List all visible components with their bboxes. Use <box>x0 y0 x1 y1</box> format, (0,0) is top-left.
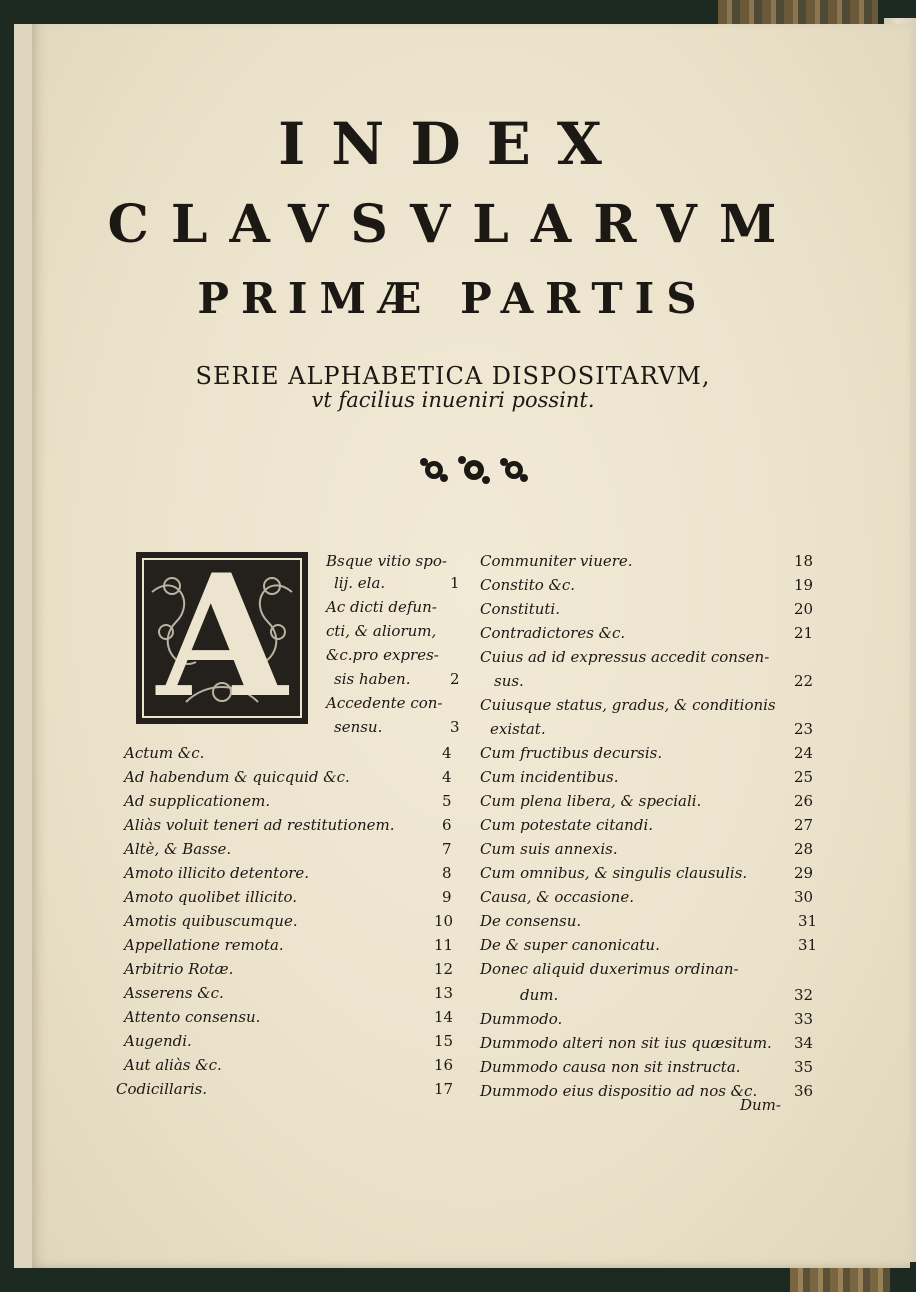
index-entry-page-number: 8 <box>442 864 452 882</box>
index-entry-text: De & super canonicatu. <box>480 936 660 954</box>
index-entry-page-number: 15 <box>434 1032 454 1050</box>
index-entry-page-number: 4 <box>442 768 452 786</box>
index-entry-page-number: 30 <box>794 888 814 906</box>
index-entry-text: sus. <box>494 672 524 690</box>
index-entry-text: Cuiusque status, gradus, & conditionis <box>480 696 776 714</box>
index-entry-page-number: 31 <box>798 936 818 954</box>
index-entry-text: Bsque vitio spo- <box>326 552 447 570</box>
index-entry-page-number: 6 <box>442 816 452 834</box>
index-entry-page-number: 1 <box>450 574 460 592</box>
index-entry-text: Causa, & occasione. <box>480 888 634 906</box>
index-entry-text: sis haben. <box>334 670 411 688</box>
index-entry-text: Contradictores &c. <box>480 624 626 642</box>
index-entry-page-number: 2 <box>450 670 460 688</box>
index-entry-page-number: 26 <box>794 792 814 810</box>
index-entry-text: Aut aliàs &c. <box>124 1056 222 1074</box>
index-entry-text: Amotis quibuscumque. <box>124 912 298 930</box>
drop-cap-woodcut <box>136 537 308 735</box>
index-entry-text: existat. <box>490 720 546 738</box>
index-entry-page-number: 10 <box>434 912 454 930</box>
index-entry-text: Attento consensu. <box>124 1008 261 1026</box>
index-entry-page-number: 33 <box>794 1010 814 1028</box>
index-entry-text: Asserens &c. <box>124 984 224 1002</box>
binding-bottom <box>790 1266 890 1292</box>
index-entry-page-number: 16 <box>434 1056 454 1074</box>
index-entry-page-number: 20 <box>794 600 814 618</box>
index-entry-text: Dummodo eius dispositio ad nos &c. <box>480 1082 758 1100</box>
index-entry-page-number: 12 <box>434 960 454 978</box>
index-entry-text: Constito &c. <box>480 576 576 594</box>
index-entry-page-number: 31 <box>798 912 818 930</box>
book-page <box>14 24 910 1268</box>
index-entry-text: Dummodo causa non sit instructa. <box>480 1058 741 1076</box>
index-entry-text: Donec aliquid duxerimus ordinan- <box>480 960 739 978</box>
index-entry-text: dum. <box>520 986 559 1004</box>
index-entry-text: Communiter viuere. <box>480 552 633 570</box>
index-entry-text: lij. ela. <box>334 574 386 592</box>
index-entry-page-number: 14 <box>434 1008 454 1026</box>
index-entry-text: Augendi. <box>124 1032 192 1050</box>
index-entry-text: Cum omnibus, & singulis clausulis. <box>480 864 748 882</box>
index-entry-text: &c.pro expres- <box>326 646 439 664</box>
drop-cap-letter: A <box>156 537 288 735</box>
heading-primae-partis: PRIMÆ PARTIS <box>197 274 709 323</box>
heading-index: INDEX <box>278 110 628 178</box>
index-entry-page-number: 9 <box>442 888 452 906</box>
index-entry-text: Cuius ad id expressus accedit consen- <box>480 648 770 666</box>
index-entry-page-number: 27 <box>794 816 814 834</box>
index-entry-page-number: 32 <box>794 986 814 1004</box>
index-entry-text: Amoto illicito detentore. <box>124 864 310 882</box>
index-entry-text: Cum fructibus decursis. <box>480 744 663 762</box>
index-entry-text: Ad habendum & quicquid &c. <box>124 768 350 786</box>
index-entry-page-number: 25 <box>794 768 814 786</box>
index-entry-page-number: 23 <box>794 720 814 738</box>
index-entry-text: Accedente con- <box>326 694 443 712</box>
index-entry-text: Ac dicti defun- <box>326 598 437 616</box>
index-entry-text: Codicillaris. <box>116 1080 208 1098</box>
index-entry-text: Dummodo. <box>480 1010 563 1028</box>
heading-serie: SERIE ALPHABETICA DISPOSITARVM, <box>195 362 711 390</box>
heading-subtitle: vt facilius inueniri possint. <box>311 388 595 412</box>
index-entry-page-number: 4 <box>442 744 452 762</box>
index-entry-text: Constituti. <box>480 600 560 618</box>
index-entry-page-number: 28 <box>794 840 814 858</box>
index-entry-page-number: 18 <box>794 552 814 570</box>
index-entry-page-number: 24 <box>794 744 814 762</box>
index-entry-page-number: 11 <box>434 936 454 954</box>
index-entry-text: Dummodo alteri non sit ius quæsitum. <box>480 1034 772 1052</box>
heading-clausularum: CLAVSVLARVM <box>107 194 799 255</box>
index-entry-text: sensu. <box>334 718 383 736</box>
index-entry-text: Cum plena libera, & speciali. <box>480 792 702 810</box>
index-entry-page-number: 36 <box>794 1082 814 1100</box>
index-entry-page-number: 35 <box>794 1058 814 1076</box>
index-entry-page-number: 13 <box>434 984 454 1002</box>
index-entry-text: Cum incidentibus. <box>480 768 619 786</box>
index-entry-text: Cum suis annexis. <box>480 840 618 858</box>
index-entry-page-number: 22 <box>794 672 814 690</box>
binding-top <box>718 0 878 24</box>
index-entry-page-number: 7 <box>442 840 452 858</box>
index-entry-text: Actum &c. <box>124 744 205 762</box>
index-entry-text: Appellatione remota. <box>124 936 284 954</box>
index-entry-page-number: 3 <box>450 718 460 736</box>
index-entry-text: Amoto quolibet illicito. <box>124 888 298 906</box>
index-entry-text: Arbitrio Rotæ. <box>124 960 234 978</box>
catchword: Dum- <box>740 1096 781 1114</box>
index-entry-page-number: 21 <box>794 624 814 642</box>
index-entry-page-number: 29 <box>794 864 814 882</box>
index-entry-page-number: 17 <box>434 1080 454 1098</box>
index-entry-page-number: 19 <box>794 576 814 594</box>
fleuron-ornament-icon <box>414 452 534 488</box>
index-entry-text: De consensu. <box>480 912 582 930</box>
index-entry-text: Ad supplicationem. <box>124 792 271 810</box>
index-entry-text: Cum potestate citandi. <box>480 816 654 834</box>
index-entry-text: Altè, & Basse. <box>124 840 232 858</box>
index-entry-text: Aliàs voluit teneri ad restitutionem. <box>124 816 395 834</box>
index-entry-page-number: 34 <box>794 1034 814 1052</box>
index-entry-text: cti, & aliorum, <box>326 622 437 640</box>
index-entry-page-number: 5 <box>442 792 452 810</box>
